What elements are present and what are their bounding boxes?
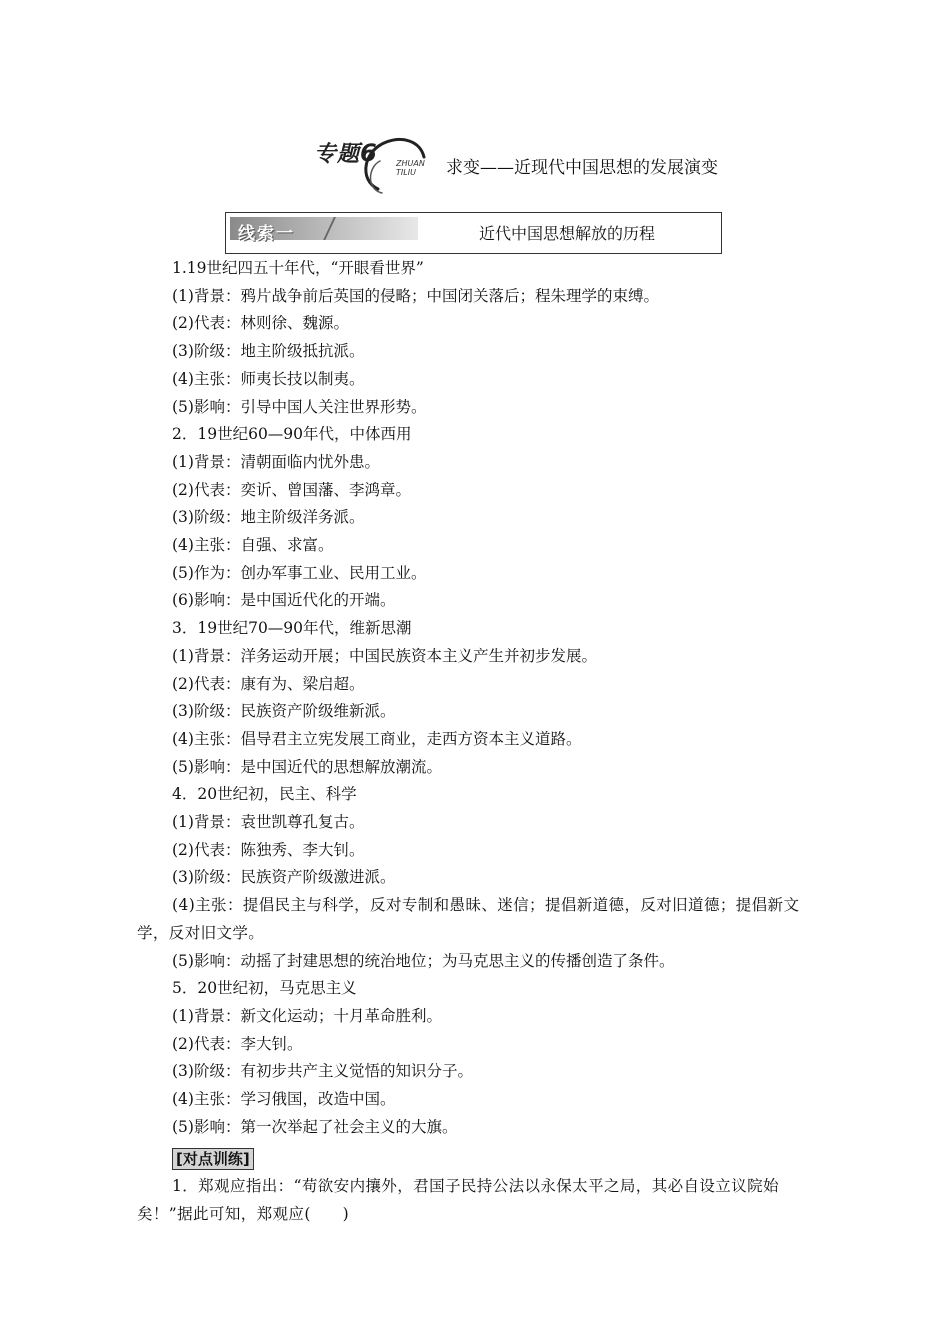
list-item: (4)主张：倡导君主立宪发展工商业，走西方资本主义道路。: [172, 729, 582, 748]
pinyin-line-1: ZHUAN: [396, 159, 425, 168]
list-item: (3)阶级：有初步共产主义觉悟的知识分子。: [172, 1062, 473, 1081]
practice-label: [对点训练]: [172, 1148, 254, 1170]
list-item: (3)阶级：民族资产阶级维新派。: [172, 702, 396, 721]
list-item: (6)影响：是中国近代化的开端。: [172, 591, 396, 610]
list-item: (5)影响：是中国近代的思想解放潮流。: [172, 757, 442, 776]
section-heading: 3．19世纪70—90年代，维新思潮: [172, 619, 412, 638]
pinyin-line-2: TILIU: [396, 168, 416, 177]
clue-tag-label: 线索一: [238, 224, 295, 244]
list-item: (5)影响：第一次举起了社会主义的大旗。: [172, 1117, 458, 1136]
list-item: (4)主张：师夷长技以制夷。: [172, 369, 365, 388]
list-item: (1)背景：洋务运动开展；中国民族资本主义产生并初步发展。: [172, 646, 597, 665]
section-heading: 1.19世纪四五十年代，“开眼看世界”: [172, 259, 424, 277]
clue-box: [225, 212, 722, 254]
list-item: (3)阶级：地主阶级抵抗派。: [172, 342, 365, 361]
topic-number: 6: [360, 139, 378, 167]
list-item: (3)阶级：地主阶级洋务派。: [172, 508, 365, 527]
clue-tag: [230, 217, 418, 244]
list-item: (2)代表：奕䜣、曾国藩、李鸿章。: [172, 480, 411, 499]
list-item: (1)背景：清朝面临内忧外患。: [172, 452, 380, 471]
question-1: 1．郑观应指出：“苟欲安内攘外，君国子民持公法以永保太平之局，其必自设立议院始矣！”据此可知，郑观应( ): [137, 1177, 779, 1223]
list-item: (4)主张：学习俄国，改造中国。: [172, 1090, 396, 1109]
list-item: (2)代表：李大钊。: [172, 1034, 303, 1053]
section-heading: 4．20世纪初，民主、科学: [172, 785, 357, 804]
list-item: (3)阶级：民族资产阶级激进派。: [172, 868, 396, 887]
list-item: (2)代表：康有为、梁启超。: [172, 674, 365, 693]
practice-section: [137, 1146, 817, 1229]
section-heading: 5．20世纪初，马克思主义: [172, 979, 357, 998]
section-heading: 2．19世纪60—90年代，中体西用: [172, 425, 412, 444]
topic-label: 专题: [314, 142, 361, 167]
list-item: (1)背景：袁世凯尊孔复古。: [172, 813, 365, 832]
list-item: (2)代表：林则徐、魏源。: [172, 314, 349, 333]
list-item: (5)作为：创办军事工业、民用工业。: [172, 563, 427, 582]
list-item: (2)代表：陈独秀、李大钊。: [172, 840, 365, 859]
list-item: (1)背景：新文化运动；十月革命胜利。: [172, 1006, 442, 1025]
pinyin-caption: [396, 159, 425, 177]
list-item: (4)主张：自强、求富。: [172, 536, 334, 555]
list-item: (1)背景：鸦片战争前后英国的侵略；中国闭关落后；程朱理学的束缚。: [172, 286, 659, 305]
page-header: [300, 125, 780, 195]
list-item: (4)主张：提倡民主与科学，反对专制和愚昧、迷信；提倡新道德，反对旧道德；提倡新文学，反对旧文学。: [137, 896, 800, 942]
clue-title: 近代中国思想解放的历程: [479, 224, 656, 243]
body-text: [137, 255, 817, 1229]
list-item: (5)影响：动摇了封建思想的统治地位；为马克思主义的传播创造了条件。: [172, 951, 675, 970]
list-item: (5)影响：引导中国人关注世界形势。: [172, 397, 427, 416]
page-title: 求变——近现代中国思想的发展演变: [446, 158, 718, 178]
clue-slant-decoration: [320, 217, 338, 240]
